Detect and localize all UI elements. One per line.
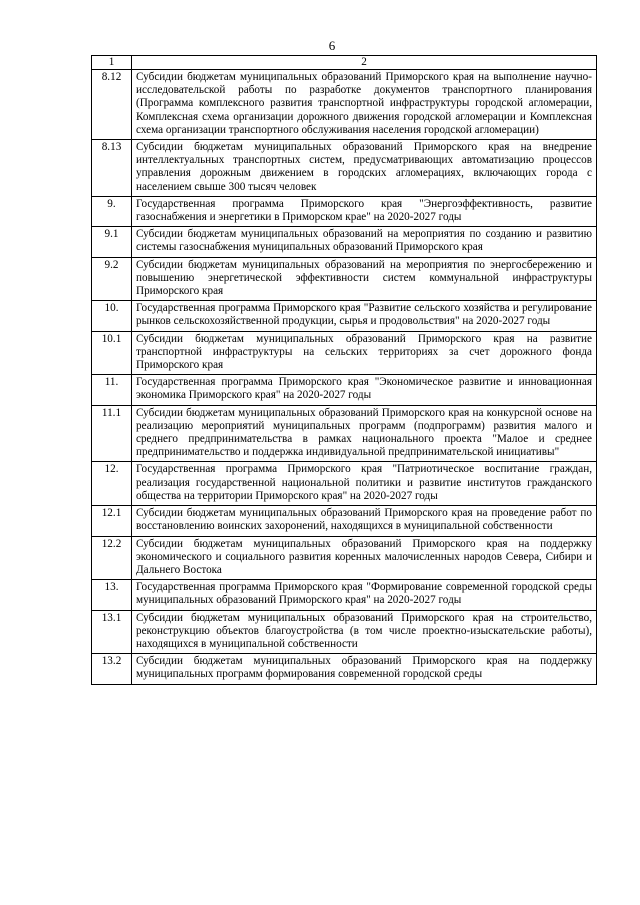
row-number: 9. (92, 196, 132, 226)
row-text: Государственная программа Приморского края "Энергоэффективность, развитие газоснабжения и энергетики в Приморском крае" на 2020-2027 годы (132, 196, 597, 226)
row-number: 10. (92, 301, 132, 331)
row-text: Субсидии бюджетам муниципальных образований Приморского края на конкурсной основе на реализацию мероприятий муниципальных программ (подпрограмм) развития малого и среднего предпринимательства в рамках национального проекта "Малое и среднее предпринимательство и поддержка индивидуальной предпринимательской инициативы" (132, 405, 597, 462)
row-text: Государственная программа Приморского края "Патриотическое воспитание граждан, реализация государственной национальной политики и развитие институтов гражданского общества на территории Приморского края" на 2020-2027 годы (132, 462, 597, 506)
row-text: Субсидии бюджетам муниципальных образований Приморского края на развитие транспортной инфраструктуры на сельских территориях за счет дорожного фонда Приморского края (132, 331, 597, 375)
table-row (92, 536, 597, 580)
row-text: Субсидии бюджетам муниципальных образований Приморского края на поддержку муниципальных программ формирования современной городской среды (132, 654, 597, 684)
row-text: Субсидии бюджетам муниципальных образований Приморского края на внедрение интеллектуальных транспортных систем, предусматривающих автоматизацию процессов управления дорожным движением в городских агломерациях, включающих города с населением свыше 300 тысяч человек (132, 140, 597, 197)
row-number: 10.1 (92, 331, 132, 375)
row-number: 11. (92, 375, 132, 405)
row-text: Субсидии бюджетам муниципальных образований Приморского края на поддержку экономического и социального развития коренных малочисленных народов Севера, Сибири и Дальнего Востока (132, 536, 597, 580)
table-row (92, 301, 597, 331)
row-text: Субсидии бюджетам муниципальных образований Приморского края на выполнение научно-исследовательской работы по разработке документов транспортного планирования (Программа комплексного развития транспортной инфраструктуры городской агломерации, Комплексная схема организации дорожного движения городской агломерации и Комплексная схема организации транспортного обслуживания населения городской агломерации) (132, 70, 597, 140)
row-number: 13.2 (92, 654, 132, 684)
row-number: 12.2 (92, 536, 132, 580)
table-row (92, 227, 597, 257)
row-number: 13.1 (92, 610, 132, 654)
column-header-number: 1 (92, 56, 132, 70)
page-number: 6 (328, 38, 336, 53)
row-text: Государственная программа Приморского края "Формирование современной городской среды муниципальных образований Приморского края" на 2020-2027 годы (132, 580, 597, 610)
row-text: Субсидии бюджетам муниципальных образований на мероприятия по энергосбережению и повышению энергетической эффективности систем коммунальной инфраструктуры Приморского края (132, 257, 597, 301)
table-row (92, 331, 597, 375)
row-number: 13. (92, 580, 132, 610)
table-row (92, 654, 597, 684)
table-row (92, 196, 597, 226)
row-number: 12.1 (92, 506, 132, 536)
row-number: 8.12 (92, 70, 132, 140)
table-body (92, 70, 597, 685)
row-number: 8.13 (92, 140, 132, 197)
row-text: Субсидии бюджетам муниципальных образований Приморского края на строительство, реконструкцию объектов благоустройства (в том числе проектно-изыскательские работы), находящихся в муниципальной собственности (132, 610, 597, 654)
table-row (92, 610, 597, 654)
table-header-row (92, 56, 597, 70)
row-text: Государственная программа Приморского края "Развитие сельского хозяйства и регулирование рынков сельскохозяйственной продукции, сырья и продовольствия" на 2020-2027 годы (132, 301, 597, 331)
table-row (92, 506, 597, 536)
table-row (92, 580, 597, 610)
row-text: Субсидии бюджетам муниципальных образований Приморского края на проведение работ по восстановлению воинских захоронений, находящихся в муниципальной собственности (132, 506, 597, 536)
row-text: Государственная программа Приморского края "Экономическое развитие и инновационная экономика Приморского края" на 2020-2027 годы (132, 375, 597, 405)
table-row (92, 70, 597, 140)
subsidies-table (91, 55, 597, 685)
table-row (92, 257, 597, 301)
row-number: 9.1 (92, 227, 132, 257)
column-header-description: 2 (132, 56, 597, 70)
table-row (92, 375, 597, 405)
row-number: 9.2 (92, 257, 132, 301)
table-row (92, 405, 597, 462)
row-number: 11.1 (92, 405, 132, 462)
row-text: Субсидии бюджетам муниципальных образований на мероприятия по созданию и развитию системы газоснабжения муниципальных образований Приморского края (132, 227, 597, 257)
row-number: 12. (92, 462, 132, 506)
table-row (92, 140, 597, 197)
table-row (92, 462, 597, 506)
